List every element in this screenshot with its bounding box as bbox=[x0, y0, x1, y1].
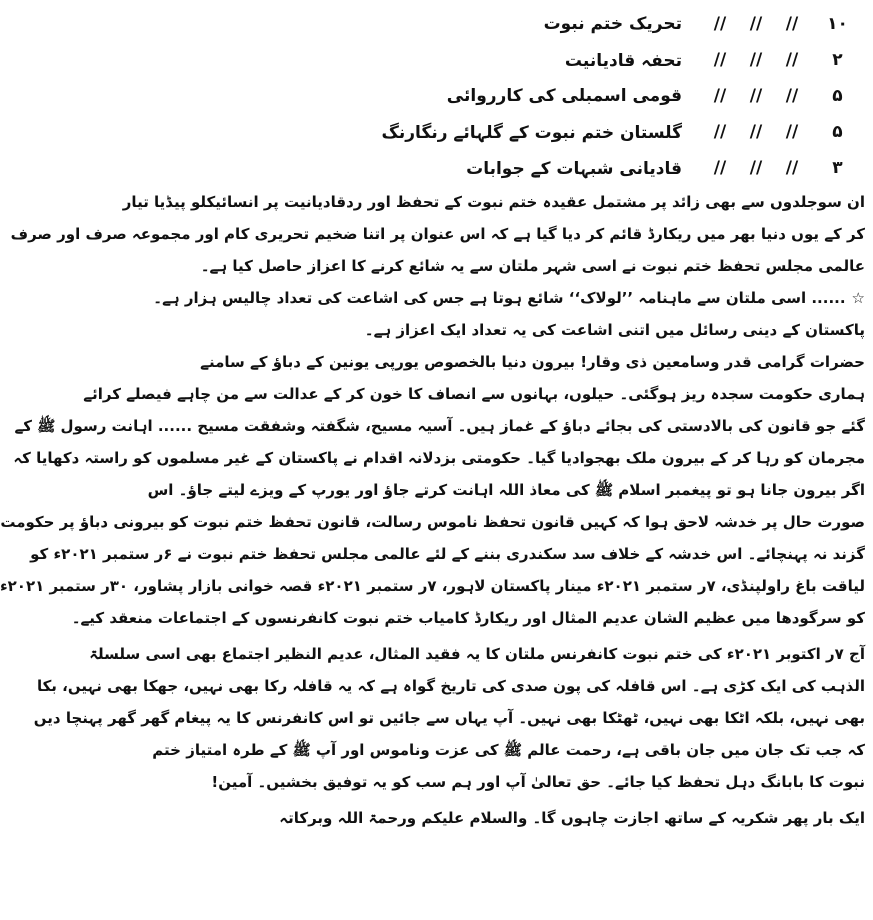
paragraph-laulak bbox=[153, 282, 865, 346]
text-line-content: ...... اسی ملتان سے ماہنامہ ’’لولاک‘‘ شائع ہوتا ہے جس کی اشاعت کی تعداد چالیس ہزار ہے۔ bbox=[153, 289, 846, 307]
list-item bbox=[291, 114, 865, 150]
book-list bbox=[291, 6, 865, 186]
ditto-mark: // bbox=[785, 158, 799, 178]
ditto-mark: // bbox=[785, 86, 799, 106]
text-line bbox=[153, 282, 865, 314]
list-title: تحریک ختم نبوت bbox=[543, 14, 682, 34]
paragraph-conference bbox=[33, 638, 865, 798]
document-page bbox=[0, 6, 865, 914]
star-icon: ☆ bbox=[851, 289, 865, 307]
text-line: عالمی مجلس تحفظ ختم نبوت نے اسی شہر ملتان سے یہ شائع کرنے کا اعزاز حاصل کیا ہے۔ bbox=[200, 257, 865, 275]
list-item bbox=[291, 42, 865, 78]
list-title: گلستان ختم نبوت کے گلہائے رنگارنگ bbox=[381, 122, 682, 143]
text-line: گزند نہ پہنچائے۔ اس خدشہ کے خلاف سد سکندری بننے کے لئے عالمی مجلس تحفظ ختم نبوت نے ۶ر ستمبر ۲۰۲۱ء کو bbox=[30, 545, 865, 563]
ditto-mark: // bbox=[749, 14, 763, 34]
text-line: پاکستان کے دینی رسائل میں اتنی اشاعت کی یہ تعداد ایک اعزاز ہے۔ bbox=[364, 321, 865, 339]
text-line: کہ جب تک جان میں جان باقی ہے، رحمت عالم ﷺ کی عزت وناموس اور آپ ﷺ کے طرہ امتیاز ختم bbox=[152, 741, 865, 759]
list-count: ۲ bbox=[832, 50, 843, 70]
ditto-mark: // bbox=[749, 158, 763, 178]
text-line: بھی نہیں، بلکہ اٹکا بھی نہیں، ٹھٹکا بھی نہیں۔ آپ یہاں سے جائیں تو اس کانفرنس کا یہ پیغام گھر گھر پہنچا دیں bbox=[33, 709, 865, 727]
text-line: ایک بار پھر شکریہ کے ساتھ اجازت چاہوں گا۔ والسلام علیکم ورحمۃ اللہ وبرکاتہ bbox=[279, 809, 865, 827]
ditto-mark: // bbox=[785, 122, 799, 142]
list-item bbox=[291, 6, 865, 42]
text-line: ہماری حکومت سجدہ ریز ہوگئی۔ حیلوں، بہانوں سے انصاف کا خون کر کے عدالت سے من چاہے فیصلے کرائے bbox=[83, 385, 865, 403]
ditto-mark: // bbox=[713, 86, 727, 106]
text-line: کر کے یوں دنیا بھر میں ریکارڈ قائم کر دیا گیا ہے کہ اس عنوان پر اتنا ضخیم تحریری کام اور مجموعہ صرف اور صرف bbox=[10, 225, 865, 243]
ditto-mark: // bbox=[749, 86, 763, 106]
text-line: گئے جو قانون کی بالادستی کی بجائے دباؤ کے غماز ہیں۔ آسیہ مسیح، شگفتہ وشفقت مسیح ...... اہانت رسول ﷺ کے bbox=[14, 417, 865, 435]
text-line: نبوت کا بابانگ دہل تحفظ کیا جائے۔ حق تعالیٰ آپ اور ہم سب کو یہ توفیق بخشیں۔ آمین! bbox=[211, 773, 865, 791]
list-title: تحفہ قادیانیت bbox=[564, 50, 682, 71]
ditto-mark: // bbox=[785, 50, 799, 70]
text-line: ان سوجلدوں سے بھی زائد پر مشتمل عقیدہ ختم نبوت کے تحفظ اور ردقادیانیت پر انسائیکلو پیڈیا تیار bbox=[122, 193, 865, 211]
text-line: مجرمان کو رہا کر کے بیرون ملک بھجوادیا گیا۔ حکومتی بزدلانہ اقدام نے پاکستان کے غیر مسلموں کو راستہ دکھایا کہ bbox=[13, 449, 865, 467]
text-line: الذہب کی ایک کڑی ہے۔ اس قافلہ کی پون صدی کی تاریخ گواہ ہے کہ یہ قافلہ رکا بھی نہیں، جھکا بھی نہیں، بکا bbox=[36, 677, 865, 695]
list-count: ۵ bbox=[832, 86, 843, 106]
text-line: حضرات گرامی قدر وسامعین ذی وقار! بیرون دنیا بالخصوص یورپی یونین کے دباؤ کے سامنے bbox=[200, 353, 865, 371]
ditto-mark: // bbox=[749, 50, 763, 70]
ditto-mark: // bbox=[713, 14, 727, 34]
list-count: ۱۰ bbox=[827, 14, 848, 34]
paragraph-encyclopedia bbox=[10, 186, 865, 282]
paragraph-closing bbox=[279, 802, 865, 834]
ditto-mark: // bbox=[749, 122, 763, 142]
ditto-mark: // bbox=[713, 50, 727, 70]
ditto-mark: // bbox=[713, 158, 727, 178]
text-line: اگر بیرون جانا ہو تو پیغمبر اسلام ﷺ کی معاذ اللہ اہانت کرتے جاؤ اور یورپ کے ویزے لیتے جاؤ۔ اس bbox=[147, 481, 865, 499]
list-item bbox=[291, 78, 865, 114]
text-line: کو سرگودھا میں عظیم الشان عدیم المثال اور ریکارڈ کامیاب ختم نبوت کانفرنسوں کے اجتماعات منعقد کیے۔ bbox=[71, 609, 865, 627]
list-count: ۵ bbox=[832, 122, 843, 142]
text-line: آج ۷ر اکتوبر ۲۰۲۱ء کی ختم نبوت کانفرنس ملتان کا یہ فقید المثال، عدیم النظیر اجتماع بھی اسی سلسلۃ bbox=[89, 645, 865, 663]
text-line: صورت حال پر خدشہ لاحق ہوا کہ کہیں قانون تحفظ ناموس رسالت، قانون تحفظ ختم نبوت کو بیرونی دباؤ پر حکومت bbox=[0, 513, 865, 531]
list-title: قومی اسمبلی کی کارروائی bbox=[446, 86, 682, 106]
paragraph-government bbox=[0, 346, 865, 634]
ditto-mark: // bbox=[785, 14, 799, 34]
list-count: ۳ bbox=[832, 158, 843, 178]
list-title: قادیانی شبہات کے جوابات bbox=[466, 158, 682, 179]
ditto-mark: // bbox=[713, 122, 727, 142]
list-item bbox=[291, 150, 865, 186]
text-line: لیاقت باغ راولپنڈی، ۷ر ستمبر ۲۰۲۱ء مینار پاکستان لاہور، ۷ر ستمبر ۲۰۲۱ء قصہ خوانی بازار پشاور، ۳۰ر ستمبر ۲۰۲۱ء bbox=[0, 577, 865, 595]
